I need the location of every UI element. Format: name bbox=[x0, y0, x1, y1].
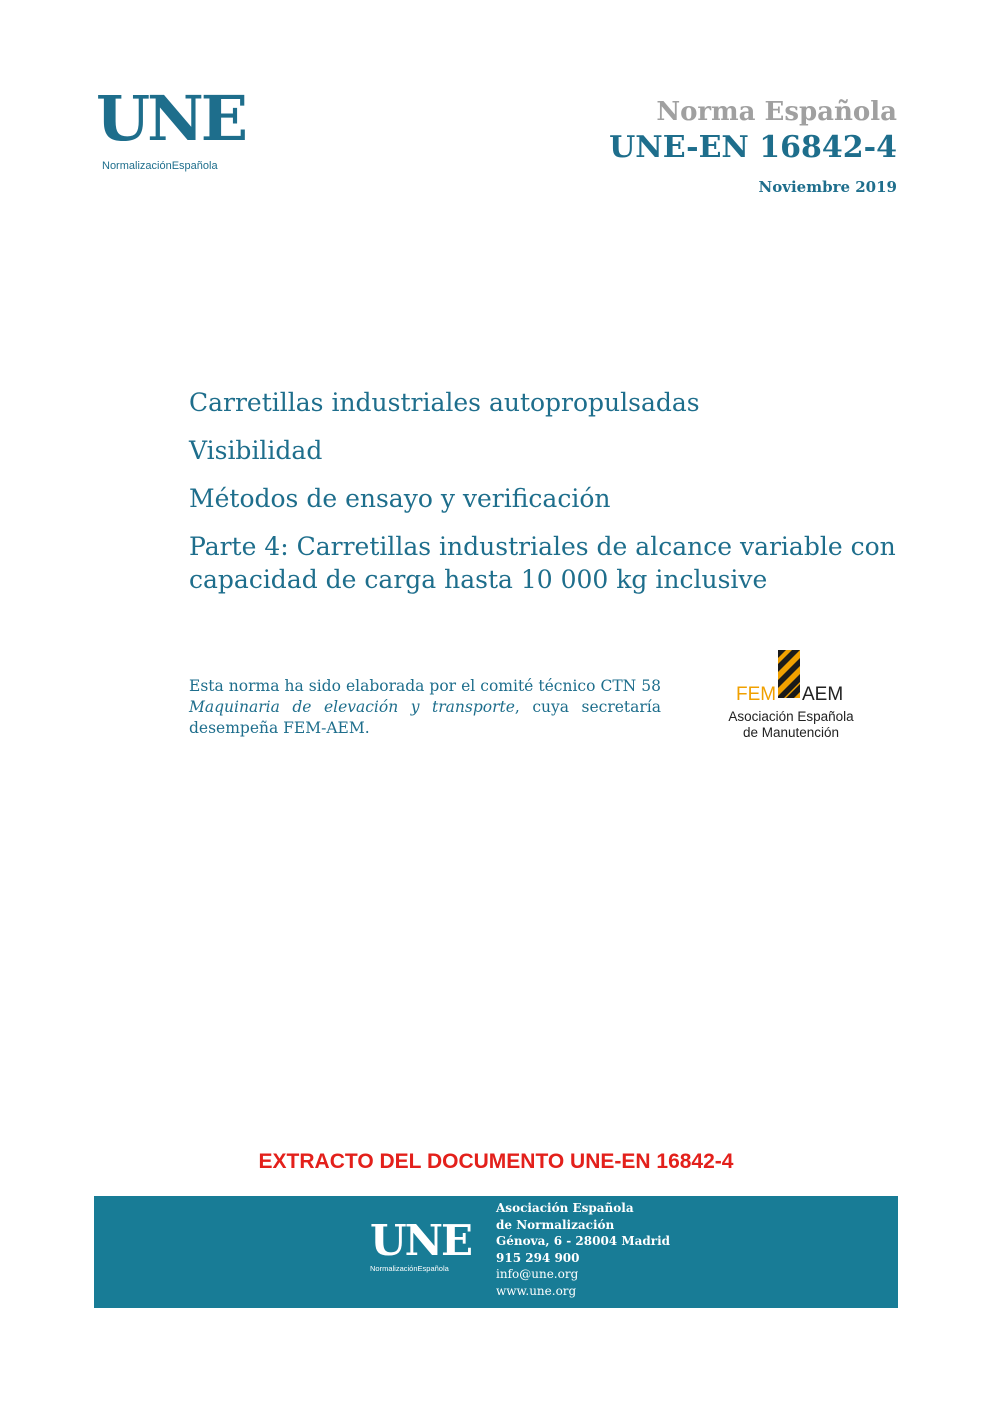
footer-une-tagline bbox=[370, 1264, 471, 1273]
fem-aem-logo bbox=[720, 650, 862, 742]
footer-address-line: Génova, 6 - 28004 Madrid bbox=[496, 1234, 671, 1248]
footer-band bbox=[94, 1196, 898, 1308]
standard-titles bbox=[189, 386, 909, 611]
footer-website: www.une.org bbox=[496, 1283, 577, 1298]
document-header bbox=[609, 96, 897, 196]
footer-address bbox=[496, 1200, 670, 1299]
title-line: Métodos de ensayo y verificación bbox=[189, 484, 611, 513]
extract-notice: EXTRACTO DEL DOCUMENTO UNE-EN 16842-4 bbox=[258, 1150, 734, 1173]
committee-text-end: , cuya secretaría desempeña FEM-AEM. bbox=[189, 698, 661, 737]
committee-paragraph bbox=[189, 676, 661, 739]
fem-text: FEM bbox=[736, 684, 777, 705]
footer-une-logo bbox=[370, 1216, 472, 1273]
committee-name: Maquinaria de elevación y transporte bbox=[189, 698, 515, 716]
footer-tagline-normalizacion: Normalización bbox=[370, 1264, 418, 1273]
footer-phone: 915 294 900 bbox=[496, 1250, 580, 1265]
standard-code: UNE-EN 16842-4 bbox=[609, 130, 897, 165]
footer-une-wordmark: UNE bbox=[370, 1216, 472, 1265]
footer-address-line: Asociación Española bbox=[496, 1201, 634, 1215]
norma-espanola-label: Norma Española bbox=[656, 97, 897, 127]
aem-text: AEM bbox=[802, 684, 844, 705]
une-logo-wordmark: UNE bbox=[96, 82, 245, 155]
une-logo-tagline bbox=[102, 160, 218, 172]
une-tagline-normalizacion: Normalización bbox=[102, 160, 172, 172]
footer-tagline-espanola: Española bbox=[417, 1264, 449, 1273]
committee-text-start: Esta norma ha sido elaborada por el comité técnico CTN 58 bbox=[189, 677, 661, 695]
title-line: Carretillas industriales autopropulsadas bbox=[189, 388, 700, 417]
footer-email: info@une.org bbox=[496, 1267, 579, 1281]
publication-date: Noviembre 2019 bbox=[758, 178, 897, 196]
fem-aem-line2: de Manutención bbox=[742, 725, 840, 740]
une-tagline-espanola: Española bbox=[171, 160, 218, 172]
title-line: Parte 4: Carretillas industriales de alcance variable con capacidad de carga hasta 10 000 kg inclusive bbox=[189, 532, 896, 594]
footer-address-line: de Normalización bbox=[496, 1217, 615, 1232]
title-line: Visibilidad bbox=[189, 436, 323, 465]
fem-aem-stripe-icon bbox=[720, 650, 862, 742]
fem-aem-line1: Asociación Española bbox=[728, 709, 854, 724]
une-logo bbox=[96, 82, 246, 178]
